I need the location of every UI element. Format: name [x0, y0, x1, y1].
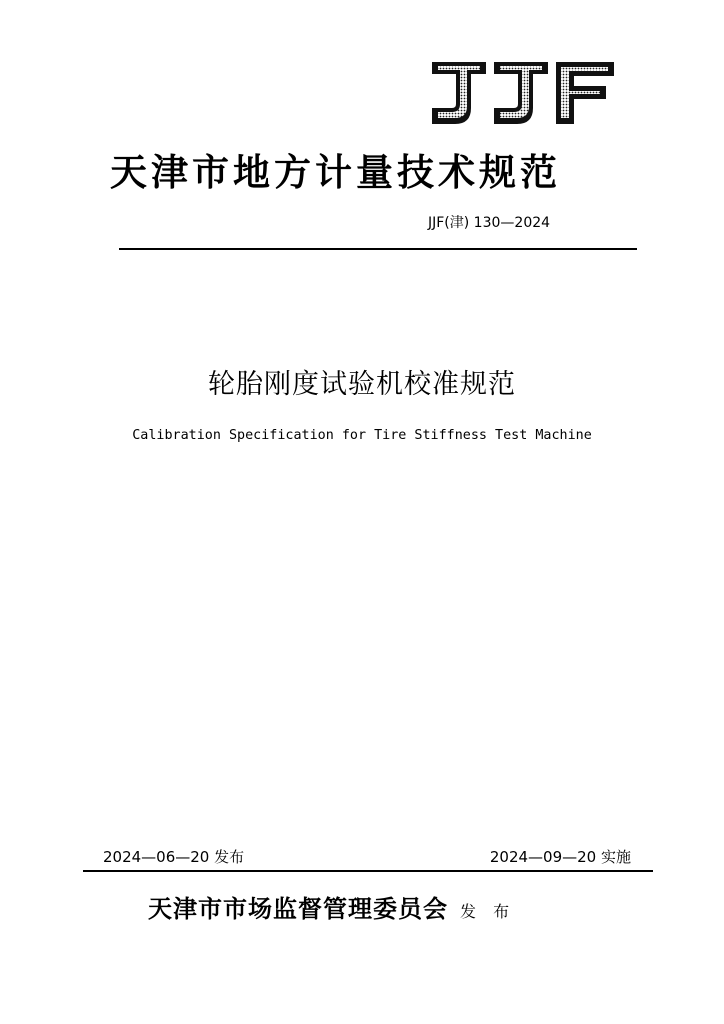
- document-title-chinese: 轮胎刚度试验机校准规范: [208, 369, 516, 400]
- footer-divider: [83, 870, 653, 872]
- jjf-logo: [430, 58, 616, 128]
- authority-heading: 天津市地方计量技术规范: [110, 150, 561, 194]
- publisher-name: 天津市市场监督管理委员会: [148, 894, 448, 923]
- header-divider: [119, 248, 637, 250]
- effective-date: 2024—09—20 实施: [489, 848, 631, 866]
- publisher-block: [148, 889, 515, 924]
- logo-letter-j-1: [432, 62, 486, 124]
- publisher-verb: 发 布: [460, 902, 516, 921]
- logo-letter-f: [556, 62, 614, 124]
- standard-code: JJF(津) 130—2024: [428, 215, 551, 231]
- logo-letter-j-2: [494, 62, 548, 124]
- document-title-english: Calibration Specification for Tire Stiffness Test Machine: [132, 428, 592, 443]
- issue-date: 2024—06—20 发布: [103, 848, 245, 866]
